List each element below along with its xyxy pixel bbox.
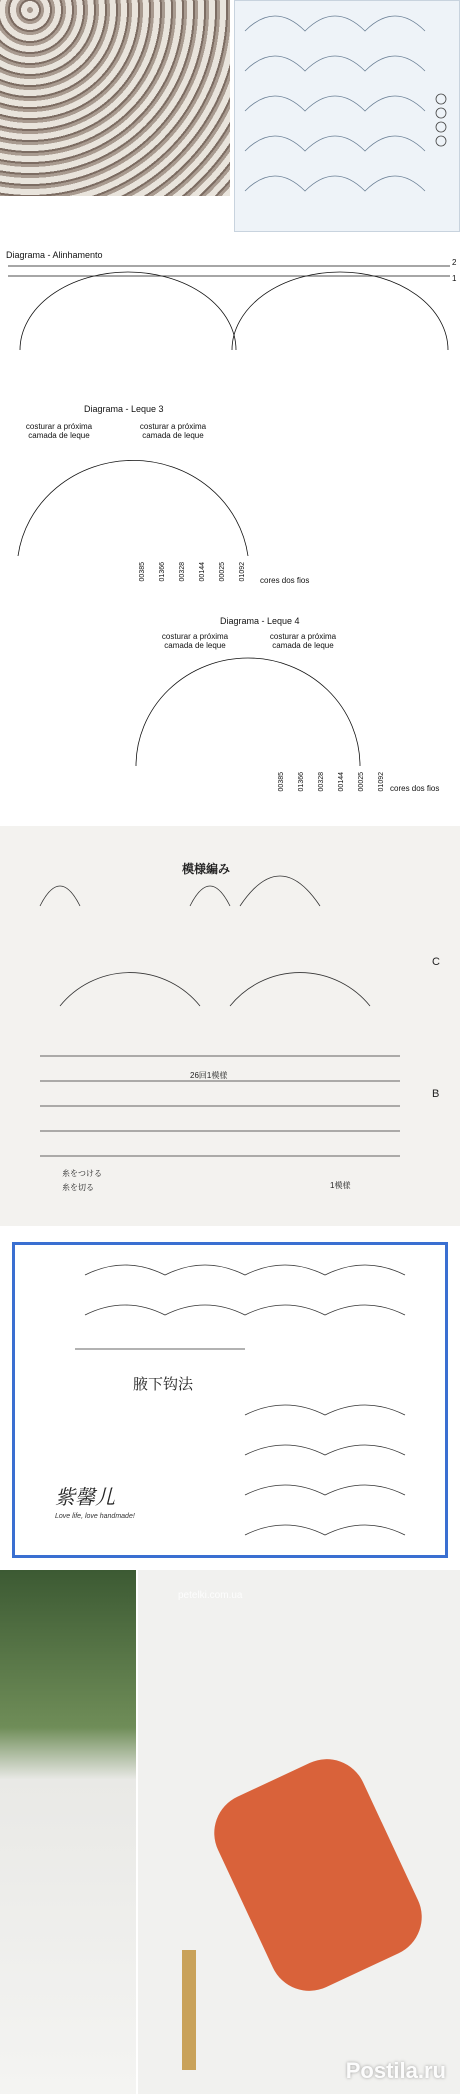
chinese-chart (12, 1242, 448, 1558)
shell-stitch-chart (234, 0, 460, 232)
alignment-diagrams (0, 244, 460, 804)
signature: 紫馨儿 (55, 1485, 115, 1509)
leque4-title: Diagrama - Leque 4 (220, 616, 300, 626)
shell-chart-svg (235, 1, 460, 232)
leque3-legend: cores dos fios (260, 576, 310, 585)
leque3-code: 00328 (179, 562, 186, 582)
japanese-chart (0, 826, 460, 1226)
clutch-photo (138, 1570, 460, 2094)
repeat-text: 26回1模様 (190, 1071, 228, 1080)
japanese-chart-svg (0, 826, 460, 1226)
alignment-chart-svg (0, 244, 460, 804)
row-number: 2 (452, 258, 457, 267)
watermark: petelki.com.ua (178, 1590, 243, 1601)
legend-attach: 糸をつける (62, 1169, 102, 1178)
one-pattern-text: 1模様 (330, 1181, 351, 1190)
leque3-code: 00025 (219, 562, 226, 582)
outfit-photos (0, 1570, 460, 2094)
leque4-code: 00328 (318, 772, 325, 792)
leque4-code: 01092 (378, 772, 385, 792)
site-logo: Postila.ru (345, 2058, 446, 2083)
alignment-title: Diagrama - Alinhamento (6, 250, 103, 260)
leque4-code: 00025 (358, 772, 365, 792)
leque3-code: 01092 (239, 562, 246, 582)
clutch-illustration (138, 1570, 460, 2094)
leque3-code: 00144 (199, 562, 206, 582)
leque3-note-right: costurar a próxima camada de leque (139, 422, 207, 440)
armhole-caption: 腋下钩法 (133, 1375, 194, 1393)
leque4-code: 00385 (278, 772, 285, 792)
tagline: Love life, love handmade! (55, 1513, 135, 1520)
leque4-note-right: costurar a próxima camada de leque (269, 632, 337, 650)
top-section (0, 0, 460, 232)
leque4-code: 00144 (338, 772, 345, 792)
leque4-note-left: costurar a próxima camada de leque (161, 632, 229, 650)
leque4-legend: cores dos fios (390, 784, 440, 793)
woman-photo (0, 1570, 136, 2094)
leque3-code: 00385 (139, 562, 146, 582)
leque3-code: 01366 (159, 562, 166, 582)
leque3-title: Diagrama - Leque 3 (84, 404, 164, 414)
section-label-c: C (432, 956, 440, 968)
leque4-code: 01366 (298, 772, 305, 792)
section-label-b: B (432, 1088, 440, 1100)
legend-cut: 糸を切る (62, 1183, 94, 1192)
pattern-title: 模様編み (182, 862, 231, 876)
crochet-photo (0, 0, 230, 196)
row-number: 1 (452, 274, 457, 283)
leque3-note-left: costurar a próxima camada de leque (25, 422, 93, 440)
